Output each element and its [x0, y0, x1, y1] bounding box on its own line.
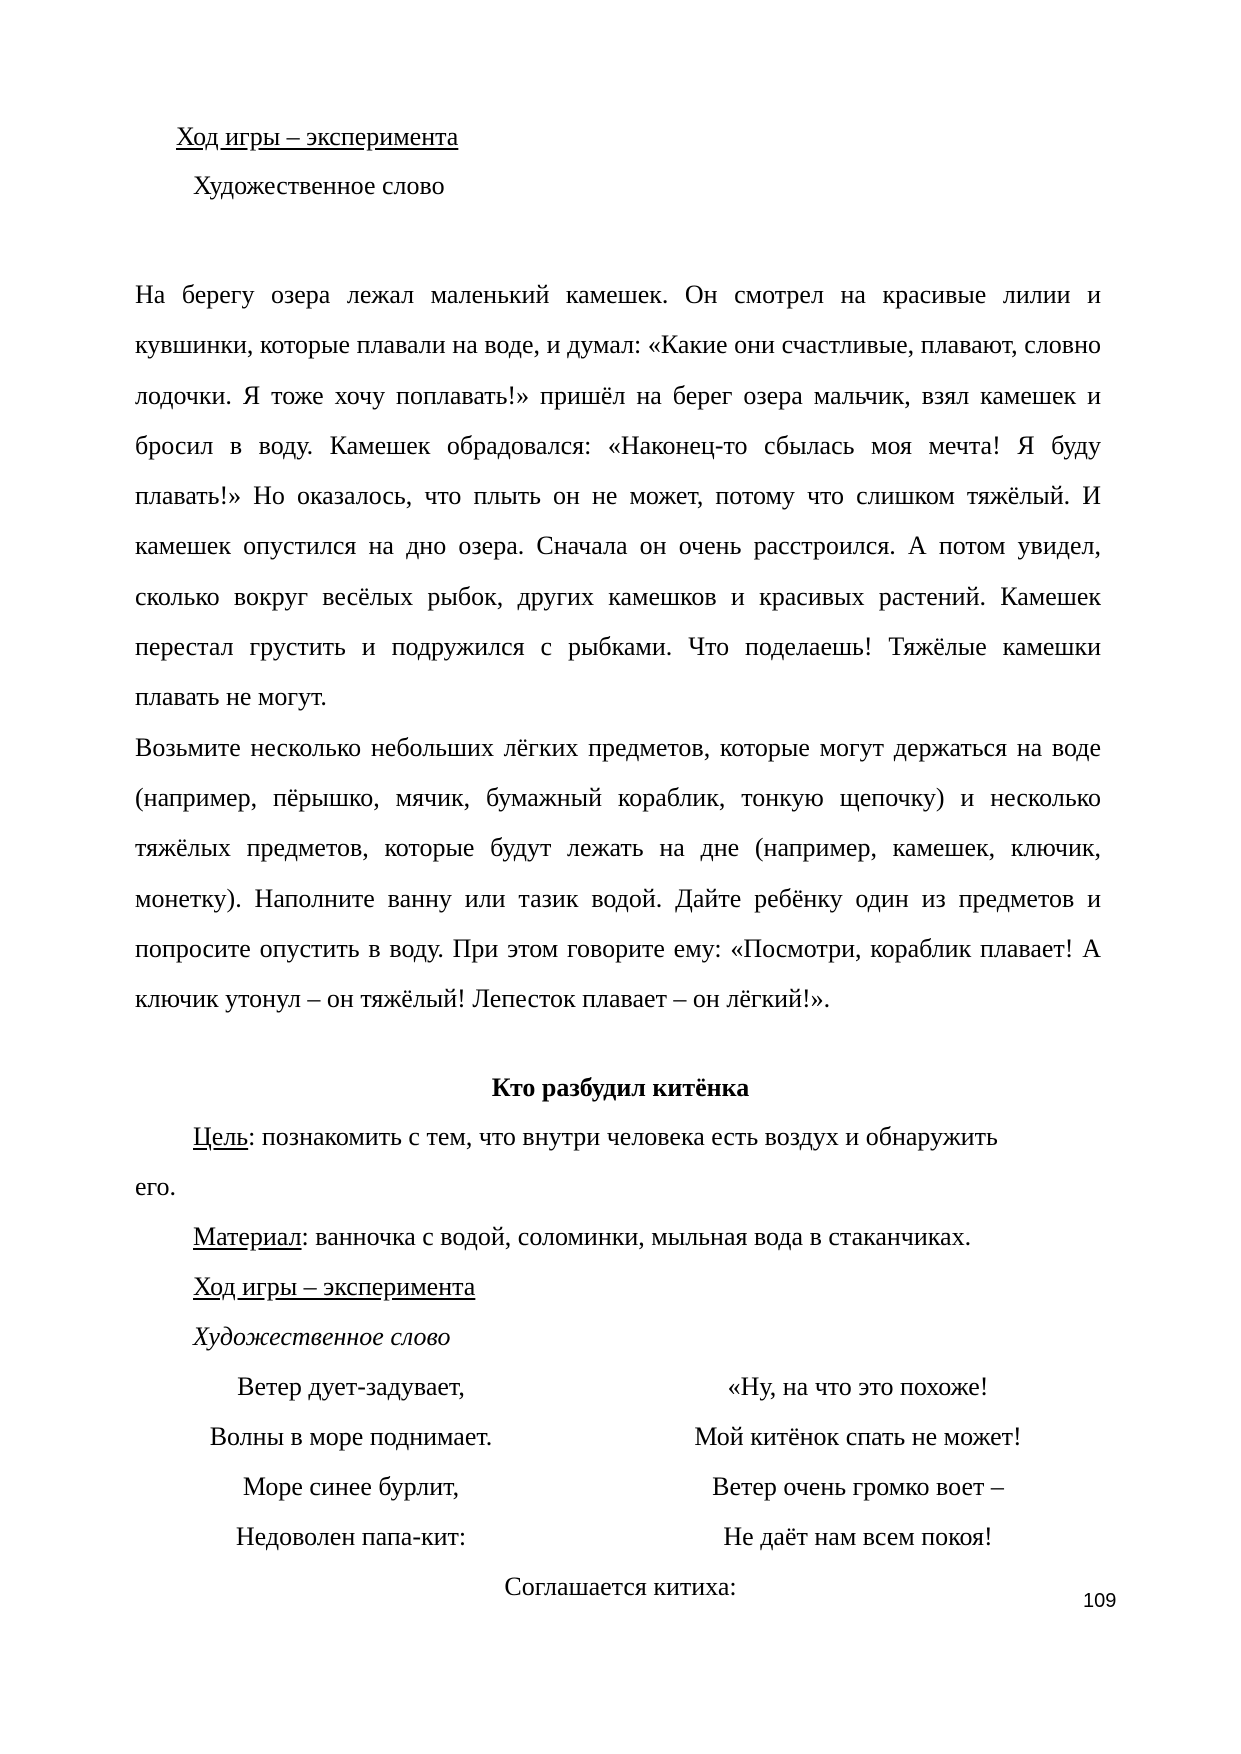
page-number: 109 — [1083, 1590, 1117, 1612]
section-heading-2: Ход игры – эксперимента — [193, 1272, 476, 1301]
poem-right-line: «Ну, на что это похоже! — [727, 1372, 989, 1401]
goal-label: Цель — [193, 1122, 249, 1151]
story-paragraph: На берегу озера лежал маленький камешек. Он смотрел на красивые лилии и кувшинки, которые плавали на воде, и думал: «Какие они счастливые, плавают, словно лодочки. Я тоже хочу поплавать!» пришёл на берег озера мальчик, взял камешек и бросил в воду. Камешек обрадовался: «Наконец-то сбылась моя мечта! Я буду плавать!» Но оказалось, что плыть он не может, потому что слишком тяжёлый. И камешек опустился на дно озера. Сначала он очень расстроился. А потом увидел, сколько вокруг весёлых рыбок, других камешков и красивых растений. Камешек перестал грустить и подружился с рыбками. Что поделаешь! Тяжёлые камешки плавать не могут. — [135, 280, 1101, 712]
goal-text: : познакомить с тем, что внутри человека есть воздух и обнаружить — [248, 1122, 998, 1151]
material-line — [193, 1222, 971, 1252]
goal-text-continuation: его. — [135, 1172, 177, 1201]
poem-left-line: Море синее бурлит, — [242, 1472, 460, 1501]
poem-left-line: Волны в море поднимает. — [209, 1422, 493, 1451]
section-subheading: Художественное слово — [193, 171, 445, 200]
poem-right-line: Ветер очень громко воет – — [712, 1472, 1004, 1501]
poem-right-line: Не даёт нам всем покоя! — [723, 1522, 993, 1551]
poem-last-line: Соглашается китиха: — [504, 1572, 737, 1601]
poem-left-line: Недоволен папа-кит: — [235, 1522, 467, 1551]
material-label: Материал — [193, 1222, 302, 1251]
poem-left-line: Ветер дует-задувает, — [237, 1372, 465, 1401]
instructions-paragraph: Возьмите несколько небольших лёгких предметов, которые могут держаться на воде (например, пёрышко, мячик, бумажный кораблик, тонкую щепочку) и несколько тяжёлых предметов, которые будут лежать на дне (например, камешек, ключик, монетку). Наполните ванну или тазик водой. Дайте ребёнку один из предметов и попросите опустить в воду. При этом говорите ему: «Посмотри, кораблик плавает! А ключик утонул – он тяжёлый! Лепесток плавает – он лёгкий!». — [135, 732, 1101, 1014]
story-body — [135, 270, 1101, 1024]
poem-right-line: Мой китёнок спать не может! — [694, 1422, 1022, 1451]
experiment-title: Кто разбудил китёнка — [491, 1073, 750, 1102]
section-heading: Ход игры – эксперимента — [176, 122, 459, 151]
goal-line — [193, 1122, 998, 1152]
material-text: : ванночка с водой, соломинки, мыльная вода в стаканчиках. — [301, 1222, 972, 1251]
section-subheading-2: Художественное слово — [193, 1322, 451, 1351]
